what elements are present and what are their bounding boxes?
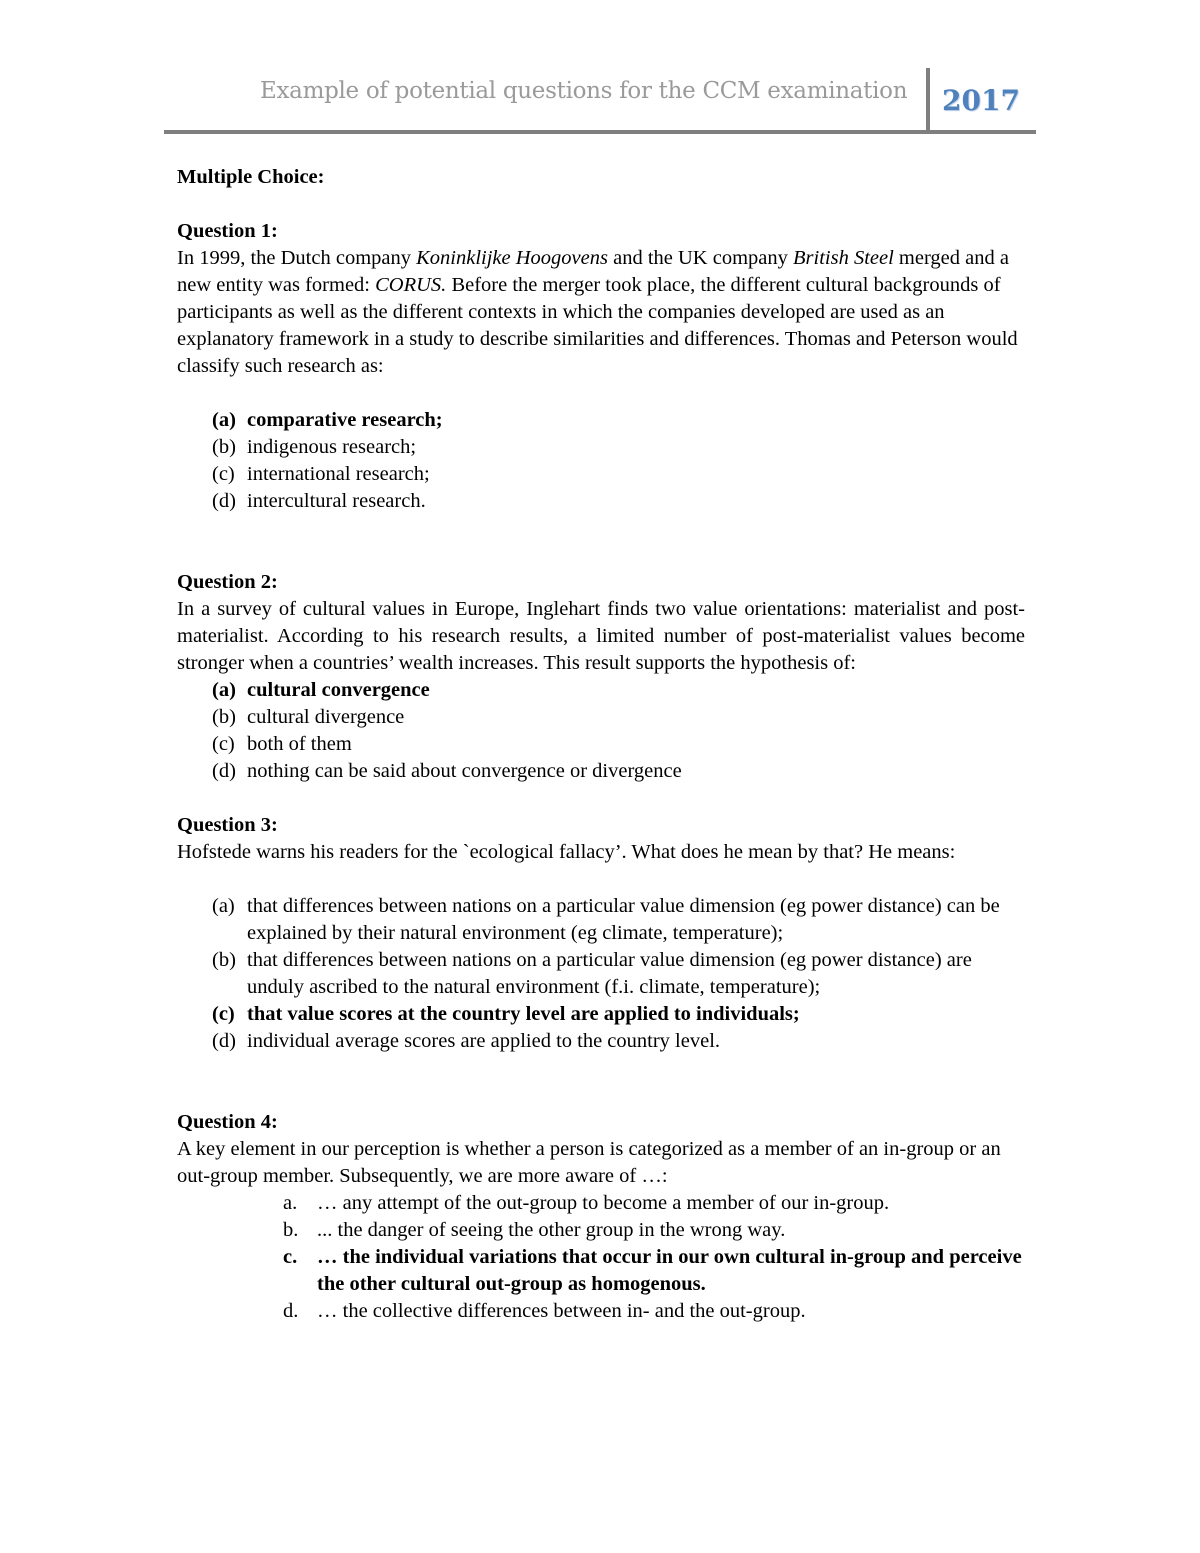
option-b: [177, 434, 1025, 461]
question-2-title: Question 2:: [177, 571, 278, 593]
option-d: [177, 488, 1025, 515]
question-1-text-part: merged and a new entity was formed:: [177, 247, 1009, 296]
header-title: Example of potential questions for the CCM examination: [260, 78, 908, 104]
question-2: [177, 569, 1025, 785]
option-label: a.: [283, 1192, 298, 1214]
option-text: nothing can be said about convergence or divergence: [247, 760, 682, 782]
option-text: international research;: [247, 463, 430, 485]
option-text: individual average scores are applied to the country level.: [247, 1030, 721, 1052]
option-label: (c): [212, 463, 235, 485]
option-d: [177, 1298, 1025, 1325]
option-a: [177, 677, 1025, 704]
question-3-title: Question 3:: [177, 814, 278, 836]
question-1-text-part: and the UK company: [607, 247, 794, 269]
option-text: intercultural research.: [247, 490, 426, 512]
option-c: [177, 731, 1025, 758]
option-text: that differences between nations on a particular value dimension (eg power distance) are unduly ascribed to the natural environment (f.i. climate, temperature);: [247, 949, 972, 998]
entity-name: CORUS.: [375, 274, 447, 296]
question-4: [177, 1109, 1025, 1325]
option-text: that differences between nations on a particular value dimension (eg power distance) can be explained by their natural environment (eg climate, temperature);: [247, 895, 1000, 944]
question-3-text: Hofstede warns his readers for the `ecological fallacy’. What does he mean by that? He means:: [177, 841, 956, 863]
question-1-text: [177, 245, 1025, 380]
option-label: (b): [212, 949, 236, 971]
option-label: d.: [283, 1300, 299, 1322]
option-label: c.: [283, 1246, 298, 1268]
header-rule: [164, 130, 1036, 134]
header-divider: [926, 68, 930, 130]
question-4-title: Question 4:: [177, 1111, 278, 1133]
option-label: (a): [212, 679, 236, 701]
question-4-text: A key element in our perception is whether a person is categorized as a member of an in-group or an out-group member. Subsequently, we are more aware of …:: [177, 1138, 1001, 1187]
option-label: (a): [212, 895, 235, 917]
option-label: (b): [212, 706, 236, 728]
option-text: comparative research;: [247, 409, 443, 431]
option-text: cultural divergence: [247, 706, 405, 728]
option-text: cultural convergence: [247, 679, 430, 701]
option-a: [177, 1190, 1025, 1217]
option-text: ... the danger of seeing the other group in the wrong way.: [317, 1219, 786, 1241]
option-text: … the collective differences between in- and the out-group.: [317, 1300, 806, 1322]
option-label: (d): [212, 760, 236, 782]
option-b: [177, 947, 1025, 1001]
option-label: b.: [283, 1219, 299, 1241]
option-a: [177, 407, 1025, 434]
question-1-text-part: In 1999, the Dutch company: [177, 247, 417, 269]
page-header: [164, 68, 1036, 134]
option-label: (d): [212, 490, 236, 512]
question-1-options: [177, 407, 1025, 515]
option-text: … any attempt of the out-group to become a member of our in-group.: [317, 1192, 890, 1214]
option-c: [177, 1001, 1025, 1028]
option-label: (a): [212, 409, 236, 431]
option-b: [177, 704, 1025, 731]
option-text: indigenous research;: [247, 436, 417, 458]
option-a: [177, 893, 1025, 947]
question-2-options: [177, 677, 1025, 785]
option-b: [177, 1217, 1025, 1244]
question-1: [177, 218, 1025, 515]
question-3-options: [177, 893, 1025, 1055]
option-text: that value scores at the country level are applied to individuals;: [247, 1003, 800, 1025]
option-label: (c): [212, 1003, 235, 1025]
header-year: 2017: [942, 84, 1020, 117]
company-name-2: British Steel: [793, 247, 894, 269]
option-c: [177, 1244, 1025, 1298]
option-label: (c): [212, 733, 235, 755]
question-1-title: Question 1:: [177, 220, 278, 242]
question-2-text: In a survey of cultural values in Europe, Inglehart finds two value orientations: materialist and post-materialist. According to his research results, a limited number of post-materialist values become stronger when a countries’ wealth increases. This result supports the hypothesis of:: [177, 598, 1025, 674]
option-d: [177, 1028, 1025, 1055]
option-text: … the individual variations that occur in our own cultural in-group and perceive the other cultural out-group as homogenous.: [317, 1246, 1022, 1295]
option-text: both of them: [247, 733, 352, 755]
company-name-1: Koninklijke Hoogovens: [416, 247, 608, 269]
option-c: [177, 461, 1025, 488]
section-title: Multiple Choice:: [177, 166, 325, 188]
option-label: (d): [212, 1030, 236, 1052]
option-d: [177, 758, 1025, 785]
question-3: [177, 812, 1025, 1055]
question-1-text-part: Before the merger took place, the different cultural backgrounds of participants as well as the different contexts in which the companies developed are used as an explanatory framework in a study to describe similarities and differences. Thomas and Peterson would classify such research as:: [177, 274, 1018, 377]
document-body: [177, 164, 1025, 1325]
option-label: (b): [212, 436, 236, 458]
question-4-options: [177, 1190, 1025, 1325]
